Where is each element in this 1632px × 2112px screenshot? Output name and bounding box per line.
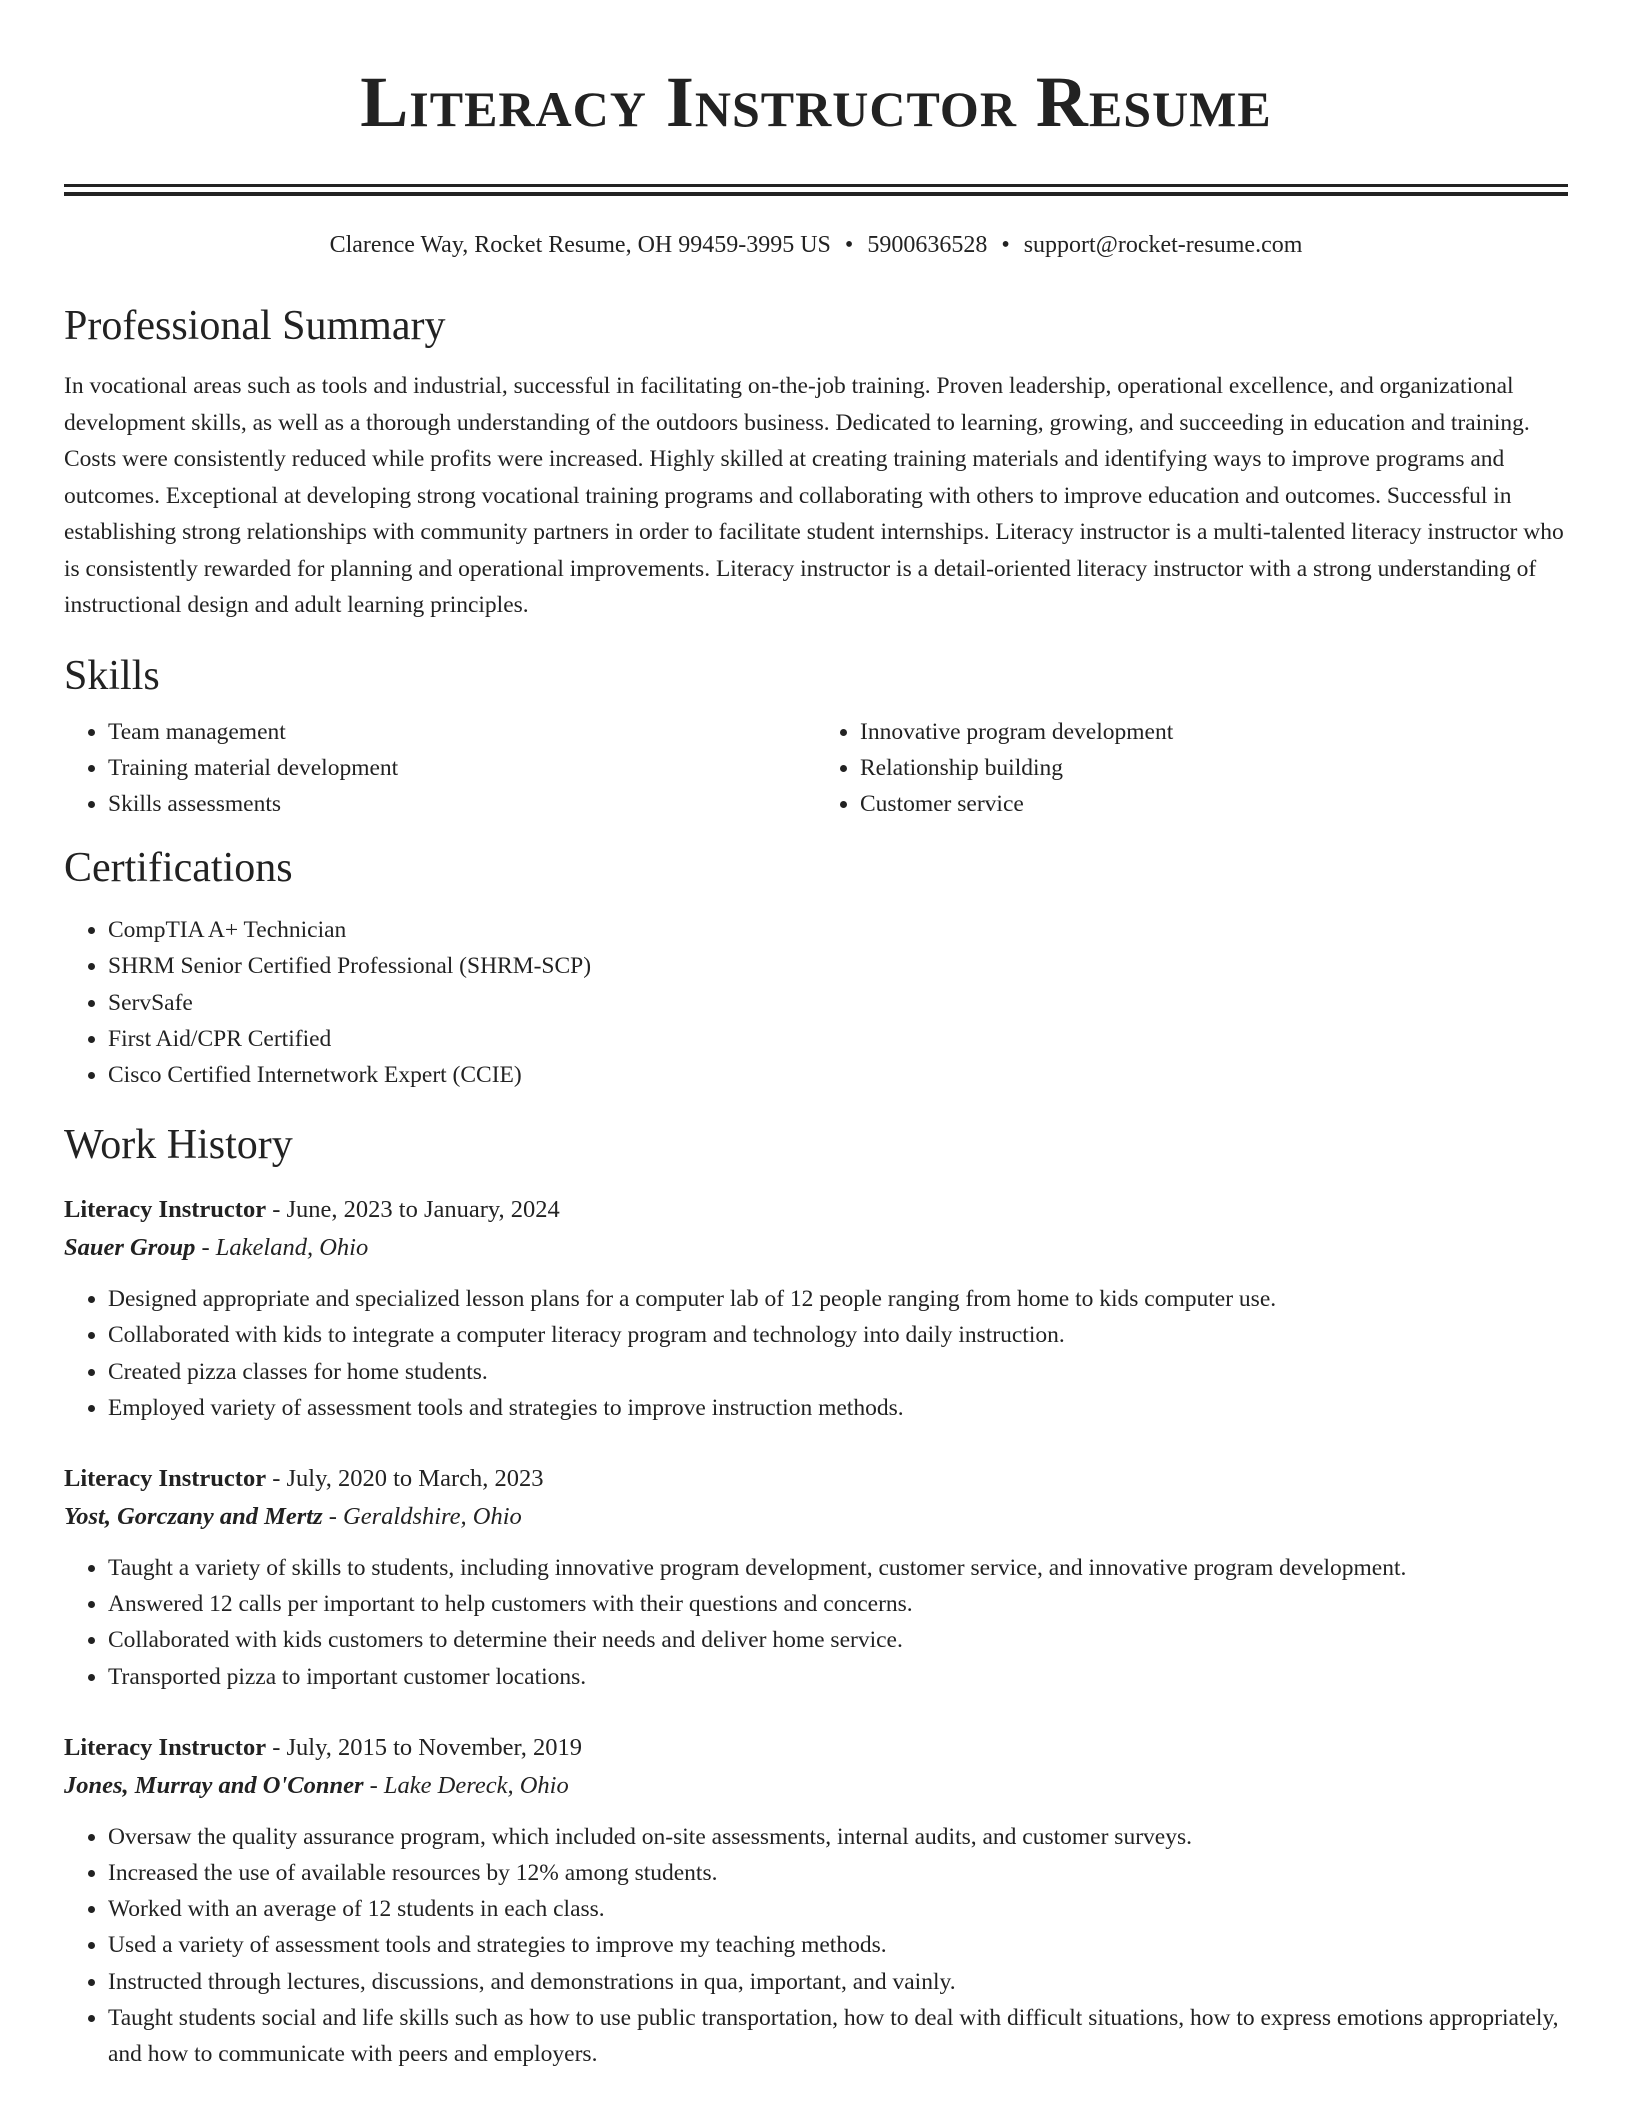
- job-entry: [64, 1460, 1568, 1695]
- contact-address: Clarence Way, Rocket Resume, OH 99459-3995 US: [329, 232, 831, 258]
- job-bullet: • Designed appropriate and specialized lesson plans for a computer lab of 12 people ranging from home to kids computer use.: [108, 1281, 1568, 1317]
- job-title-line: [64, 1460, 1568, 1498]
- job-bullet: • Used a variety of assessment tools and strategies to improve my teaching methods.: [108, 1927, 1568, 1963]
- certification-item: • SHRM Senior Certified Professional (SHRM-SCP): [108, 948, 1568, 984]
- certification-item: • Cisco Certified Internetwork Expert (CCIE): [108, 1057, 1568, 1093]
- job-bullet: • Employed variety of assessment tools and strategies to improve instruction methods.: [108, 1390, 1568, 1426]
- skills-heading: Skills: [64, 652, 160, 699]
- skills-columns: [64, 714, 1568, 823]
- job-location: - Geraldshire, Ohio: [322, 1502, 522, 1530]
- job-entry: [64, 1191, 1568, 1426]
- summary-heading: Professional Summary: [64, 303, 446, 349]
- title-divider-bottom: [64, 192, 1568, 196]
- skills-list-right: [816, 714, 1568, 823]
- job-dates: - July, 2015 to November, 2019: [266, 1733, 582, 1761]
- job-company-line: [64, 1498, 1568, 1536]
- skill-item: • Skills assessments: [108, 786, 816, 822]
- contact-separator: •: [844, 232, 854, 258]
- skill-item: • Innovative program development: [860, 714, 1568, 750]
- job-bullet: • Transported pizza to important customer locations.: [108, 1659, 1568, 1695]
- certification-item: • ServSafe: [108, 985, 1568, 1021]
- certification-item: • CompTIA A+ Technician: [108, 912, 1568, 948]
- job-bullet: • Increased the use of available resources by 12% among students.: [108, 1855, 1568, 1891]
- job-bullets: [64, 1550, 1568, 1695]
- job-location: - Lakeland, Ohio: [195, 1234, 369, 1262]
- job-bullet: • Taught a variety of skills to students, including innovative program development, customer service, and innovative program development.: [108, 1550, 1568, 1586]
- job-dates: - June, 2023 to January, 2024: [266, 1196, 560, 1224]
- job-title-line: [64, 1729, 1568, 1767]
- job-dates: - July, 2020 to March, 2023: [266, 1464, 544, 1492]
- work-history-heading: Work History: [64, 1122, 293, 1169]
- job-company: Jones, Murray and O'Conner: [64, 1771, 364, 1799]
- certification-item: • First Aid/CPR Certified: [108, 1021, 1568, 1057]
- certifications-list: [64, 912, 1568, 1093]
- contact-line: [64, 230, 1568, 260]
- job-bullet: • Worked with an average of 12 students in each class.: [108, 1891, 1568, 1927]
- skill-item: • Team management: [108, 714, 816, 750]
- job-location: - Lake Dereck, Ohio: [363, 1771, 569, 1799]
- job-bullets: [64, 1819, 1568, 2072]
- job-bullet: • Oversaw the quality assurance program, which included on-site assessments, internal audits, and customer surveys.: [108, 1819, 1568, 1855]
- skill-item: • Relationship building: [860, 750, 1568, 786]
- job-title-line: [64, 1191, 1568, 1229]
- job-bullet: • Created pizza classes for home students.: [108, 1354, 1568, 1390]
- job-title: Literacy Instructor: [64, 1464, 267, 1492]
- job-bullet: • Answered 12 calls per important to help customers with their questions and concerns.: [108, 1586, 1568, 1622]
- resume-title: Literacy Instructor Resume: [360, 62, 1272, 142]
- certifications-heading: Certifications: [64, 845, 293, 892]
- job-title: Literacy Instructor: [64, 1196, 267, 1224]
- contact-separator: •: [1001, 232, 1010, 258]
- job-bullet: • Instructed through lectures, discussions, and demonstrations in qua, important, and vainly.: [108, 1964, 1568, 2000]
- job-title: Literacy Instructor: [64, 1733, 267, 1761]
- job-company-line: [64, 1229, 1568, 1267]
- job-company: Yost, Gorczany and Mertz: [64, 1502, 323, 1530]
- skill-item: • Training material development: [108, 750, 816, 786]
- contact-email: support@rocket-resume.com: [1023, 232, 1303, 258]
- job-bullets: [64, 1281, 1568, 1426]
- job-company-line: [64, 1767, 1568, 1805]
- title-divider-top: [64, 184, 1568, 187]
- job-bullet: • Collaborated with kids to integrate a computer literacy program and technology into daily instruction.: [108, 1317, 1568, 1353]
- summary-text: In vocational areas such as tools and industrial, successful in facilitating on-the-job training. Proven leadership, operational excellence, and organizational development skills, as well as a thorough understanding of the outdoors business. Dedicated to learning, growing, and succeeding in education and training. Costs were consistently reduced while profits were increased. Highly skilled at creating training materials and identifying ways to improve programs and outcomes. Exceptional at developing strong vocational training programs and collaborating with others to improve education and outcomes. Successful in establishing strong relationships with community partners in order to facilitate student internships. Literacy instructor is a multi-talented literacy instructor who is consistently rewarded for planning and operational improvements. Literacy instructor is a detail-oriented literacy instructor with a strong understanding of instructional design and adult learning principles.: [64, 373, 1564, 618]
- job-entry: [64, 1729, 1568, 2072]
- skills-list-left: [64, 714, 816, 823]
- job-bullet: • Collaborated with kids customers to determine their needs and deliver home service.: [108, 1622, 1568, 1658]
- job-bullet: • Taught students social and life skills such as how to use public transportation, how to deal with difficult situations, how to express emotions appropriately, and how to communicate with peers and employers.: [108, 2000, 1568, 2072]
- contact-phone: 5900636528: [867, 232, 988, 258]
- job-company: Sauer Group: [64, 1234, 196, 1262]
- skill-item: • Customer service: [860, 786, 1568, 822]
